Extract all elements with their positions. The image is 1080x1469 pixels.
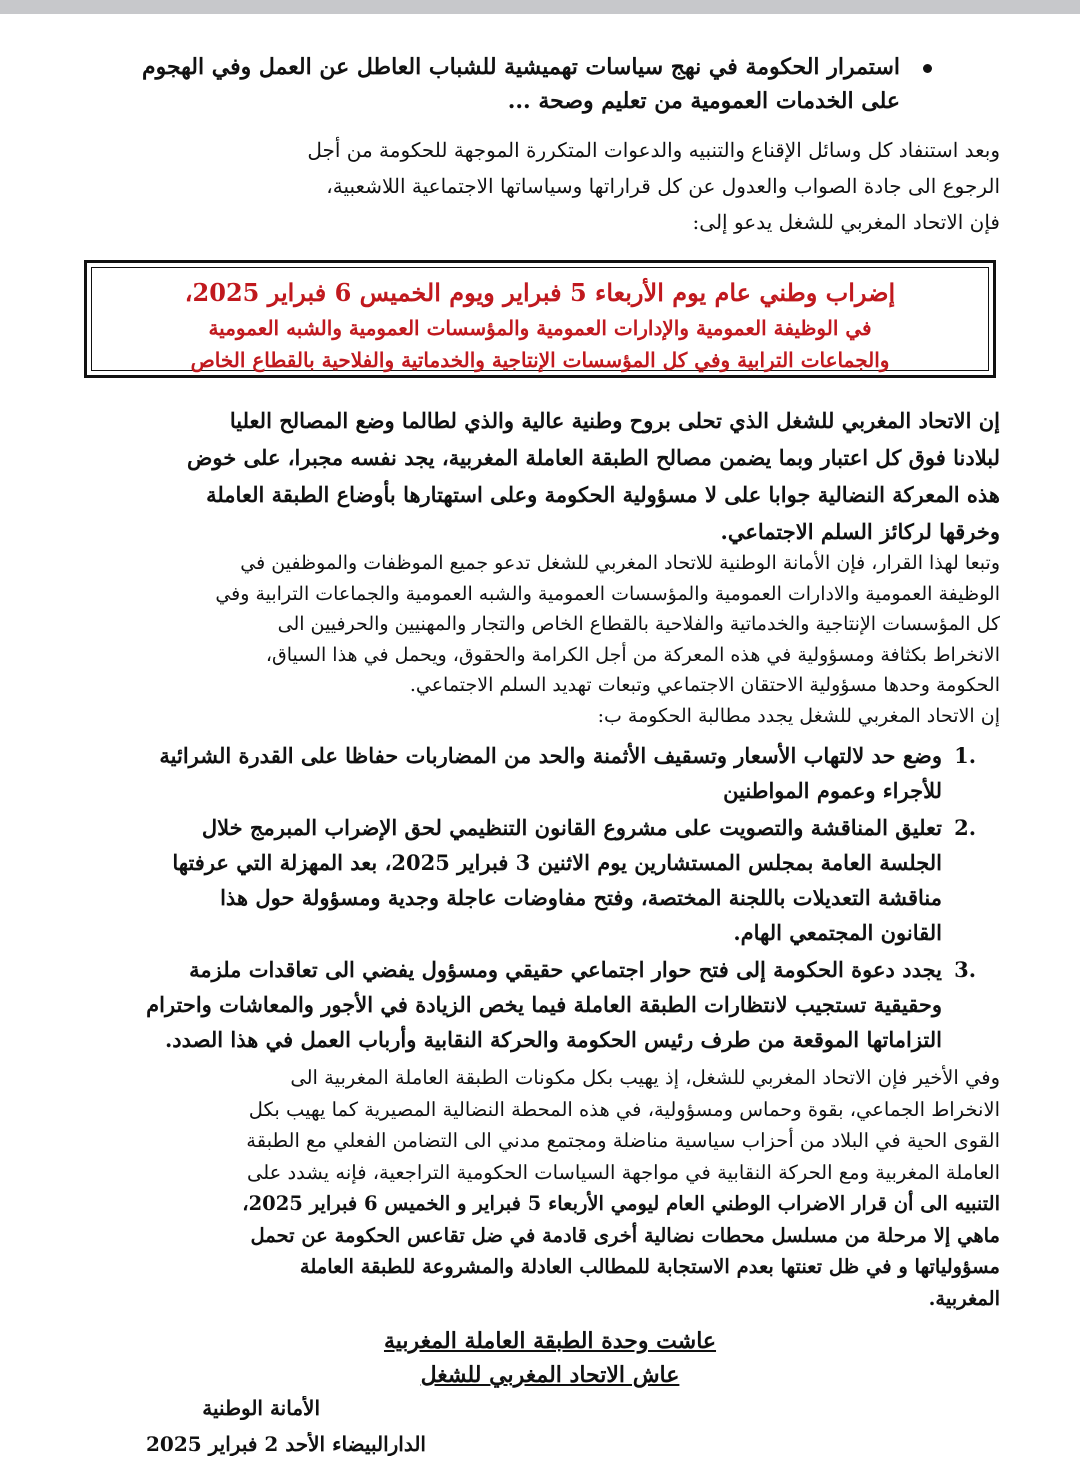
conclusion-line: الانخراط الجماعي، بقوة وحماس ومسؤولية، في هذه المحطة النضالية المصيرية كما يهيب بكل: [248, 1097, 1000, 1121]
demand-item: [96, 952, 976, 1057]
strike-sectors-line: والجماعات الترابية وفي كل المؤسسات الإنتاجية والخدماتية والفلاحية بالقطاع الخاص: [190, 348, 890, 372]
slogan-line: عاش الاتحاد المغربي للشغل: [420, 1362, 680, 1388]
demand-line: الجلسة العامة بمجلس المستشارين يوم الاثنين 3 فبراير 2025، بعد المهزلة التي عرفتها: [172, 850, 942, 875]
strike-headline: إضراب وطني عام يوم الأربعاء 5 فبراير ويوم الخميس 6 فبراير 2025،: [184, 278, 896, 307]
union-line: هذه المعركة النضالية جوابا على لا مسؤولية الحكومة وعلى استهتارها بأوضاع الطبقة العاملة: [206, 482, 1000, 507]
secretariat-line: وتبعا لهذا القرار، فإن الأمانة الوطنية للاتحاد المغربي للشغل تدعو جميع الموظفات والموظفين في: [240, 552, 1000, 574]
intro-line: الرجوع الى جادة الصواب والعدول عن كل قراراتها وسياساتها الاجتماعية اللاشعبية،: [326, 174, 1000, 198]
demand-line: القانون المجتمعي الهام.: [733, 920, 942, 945]
strike-sectors-line: في الوظيفة العمومية والإدارات العمومية والمؤسسات العمومية والشبه العمومية: [208, 316, 872, 340]
demand-line: وضع حد لالتهاب الأسعار وتسقيف الأثمنة والحد من المضاربات حفاظا على القدرة الشرائية: [159, 743, 942, 768]
signature-place-date: [96, 1432, 426, 1456]
document-page: [0, 14, 1080, 1469]
slogans: [360, 1324, 740, 1392]
signature-org-text: الأمانة الوطنية: [202, 1396, 320, 1420]
demand-line: مناقشة التعديلات باللجنة المختصة، وفتح مفاوضات عاجلة وجدية ومسؤولة حول هذا: [220, 885, 942, 910]
demand-line: التزاماتها الموقعة من طرف رئيس الحكومة والحركة النقابية وأرباب العمل في هذا الصدد.: [164, 1027, 942, 1052]
secretariat-line: الحكومة وحدها مسؤولية الاحتقان الاجتماعي وتبعات تهديد السلم الاجتماعي.: [409, 674, 1000, 696]
union-paragraph: [100, 402, 1000, 550]
conclusion-line: التنبيه الى أن قرار الاضراب الوطني العام ليومي الأربعاء 5 فبراير و الخميس 6 فبراير 2025،: [242, 1192, 1000, 1215]
conclusion-line: ماهي إلا مرحلة من مسلسل محطات نضالية أخرى قادمة في ضل تقاعس الحكومة عن تحمل: [250, 1223, 1000, 1247]
conclusion-paragraph: [100, 1062, 1000, 1314]
bullet-line: على الخدمات العمومية من تعليم وصحة ...: [507, 88, 900, 114]
secretariat-paragraph: [100, 548, 1000, 731]
demand-line: للأجراء وعموم المواطنين: [723, 778, 942, 803]
demand-number: .2: [954, 815, 976, 840]
intro-line: فإن الاتحاد المغربي للشغل يدعو إلى:: [692, 210, 1000, 234]
union-line: وخرقها لركائز السلم الاجتماعي.: [720, 519, 1000, 544]
demand-line: تعليق المناقشة والتصويت على مشروع القانون التنظيمي لحق الإضراب المبرمج خلال: [201, 815, 942, 840]
demand-item: [96, 738, 976, 808]
strike-announcement-box: [84, 260, 996, 378]
intro-paragraph: [100, 132, 1000, 240]
bullet-dot-icon: [923, 64, 932, 73]
signature-date-text: الدارالبيضاء الأحد 2 فبراير 2025: [146, 1432, 426, 1456]
slogan-line: عاشت وحدة الطبقة العاملة المغربية: [383, 1328, 717, 1354]
bullet-line: استمرار الحكومة في نهج سياسات تهميشية للشباب العاطل عن العمل وفي الهجوم: [141, 54, 900, 80]
union-line: لبلادنا فوق كل اعتبار وبما يضمن مصالح الطبقة العاملة المغربية، يجد نفسه مجبرا، على خوض: [186, 445, 1000, 470]
demand-line: يجدد دعوة الحكومة إلى فتح حوار اجتماعي حقيقي ومسؤول يفضي الى تعاقدات ملزمة: [189, 957, 942, 982]
conclusion-line: القوى الحية في البلاد من أحزاب سياسية مناضلة ومجتمع مدني الى التضامن الفعلي مع الطبقة: [246, 1129, 1000, 1152]
demands-list: [96, 738, 976, 1059]
top-edge-bar: [0, 0, 1080, 14]
demand-number: .1: [954, 743, 976, 768]
signature-org: [150, 1396, 320, 1420]
secretariat-line: كل المؤسسات الإنتاجية والخدماتية والفلاحية بالقطاع الخاص والتجار والمهنيين والحرفيين الى: [277, 613, 1000, 635]
intro-line: وبعد استنفاد كل وسائل الإقناع والتنبيه والدعوات المتكررة الموجهة للحكومة من أجل: [307, 138, 1000, 162]
conclusion-line: العاملة المغربية ومع الحركة النقابية في مواجهة السياسات الحكومية التراجعية، فإنه يشدد على: [246, 1160, 1000, 1184]
demand-number: .3: [954, 957, 976, 982]
bullet-item: [80, 50, 940, 118]
secretariat-line: الوظيفة العمومية والادارات العمومية والمؤسسات العمومية والشبه العمومية والجماعات الترابية وفي: [215, 582, 1000, 605]
secretariat-line: إن الاتحاد المغربي للشغل يجدد مطالبة الحكومة ب:: [597, 704, 1000, 727]
demand-line: وحقيقية تستجيب لانتظارات الطبقة العاملة فيما يخص الزيادة في الأجور والمعاشات واحترام: [146, 992, 942, 1017]
secretariat-line: الانخراط بكثافة ومسؤولية في هذه المعركة من أجل الكرامة والحقوق، ويحمل في هذا السياق،: [265, 643, 1000, 666]
conclusion-line: وفي الأخير فإن الاتحاد المغربي للشغل، إذ يهيب بكل مكونات الطبقة العاملة المغربية الى: [290, 1066, 1000, 1089]
conclusion-line: المغربية.: [928, 1286, 1000, 1310]
demand-item: [96, 810, 976, 950]
bullet-list: [80, 50, 940, 118]
conclusion-line: مسؤولياتها و في ظل تعنتها بعدم الاستجابة للمطالب العادلة والمشروعة للطبقة العاملة: [299, 1255, 1000, 1278]
strike-announcement-inner: [91, 267, 989, 371]
union-line: إن الاتحاد المغربي للشغل الذي تحلى بروح وطنية عالية والذي لطالما وضع المصالح العليا: [229, 408, 1000, 433]
